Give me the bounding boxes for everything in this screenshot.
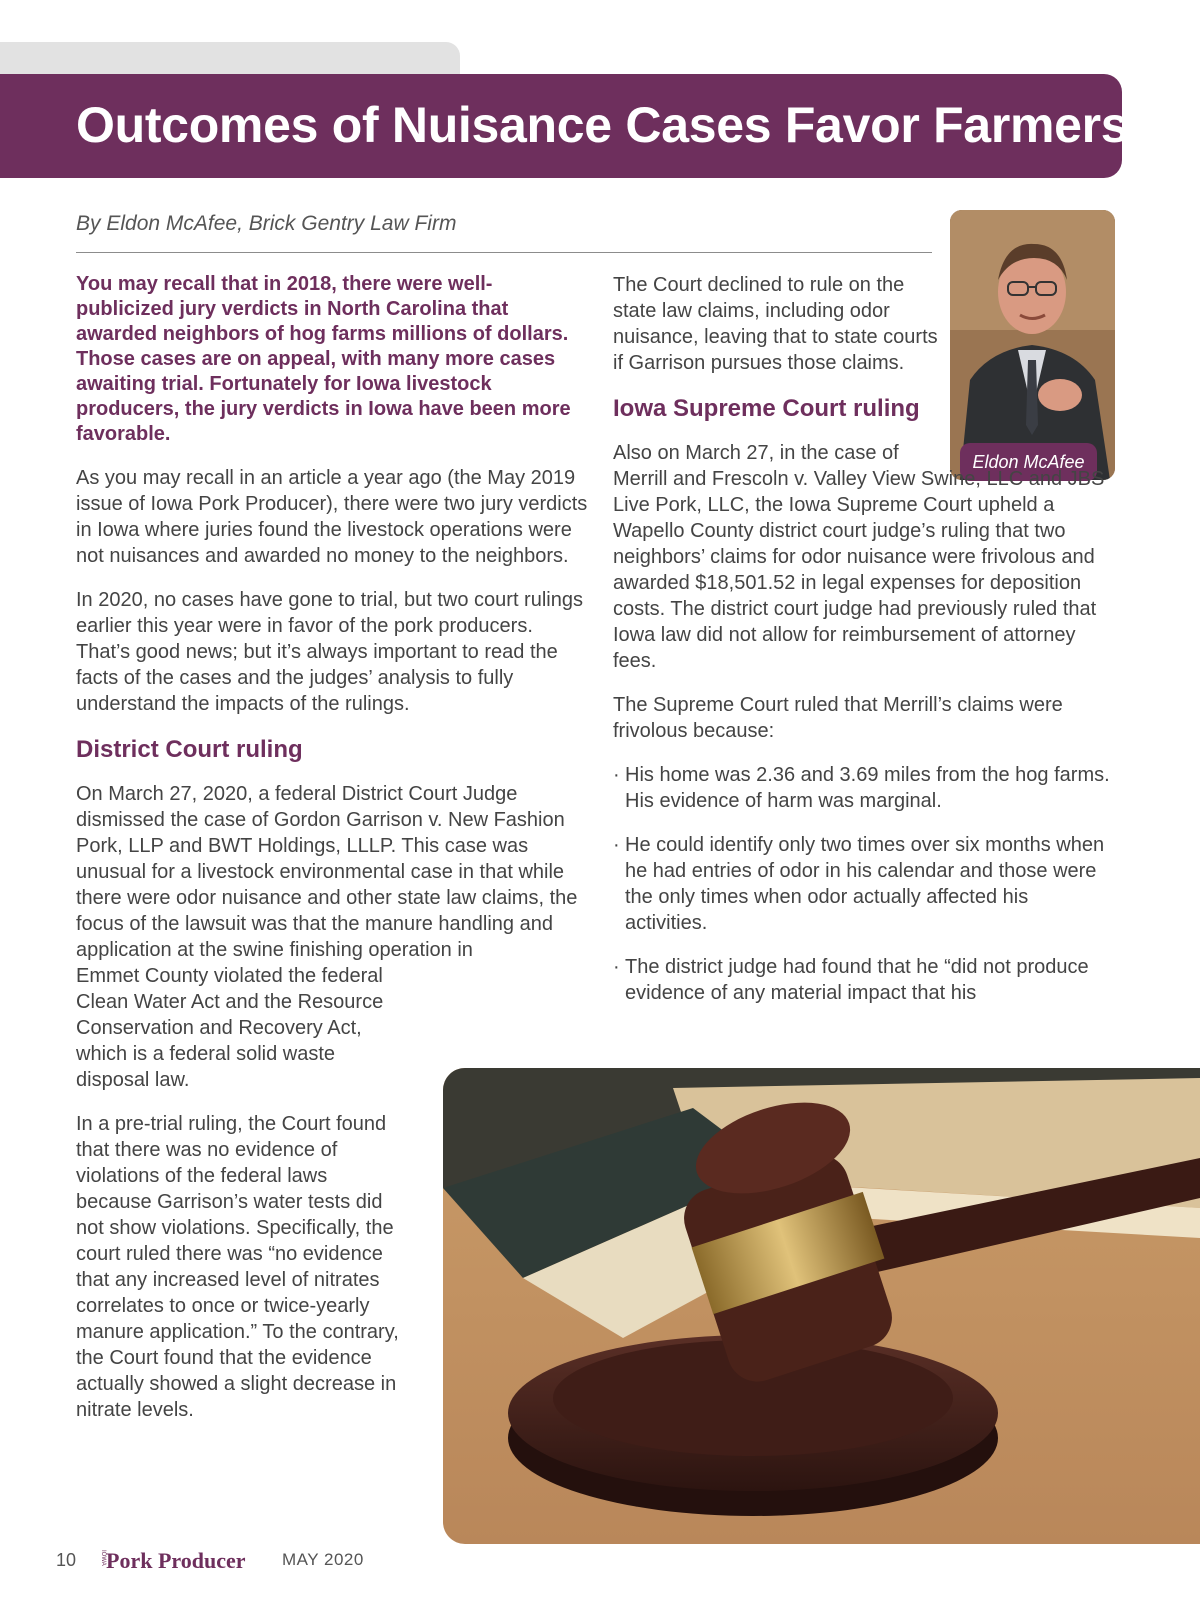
page-title: Outcomes of Nuisance Cases Favor Farmers — [76, 97, 1129, 153]
byline: By Eldon McAfee, Brick Gentry Law Firm — [76, 212, 457, 235]
gavel-photo — [443, 1068, 1200, 1544]
bullet-icon: · — [613, 956, 620, 978]
divider — [76, 252, 932, 253]
paragraph: On March 27, 2020, a federal District Court Judge dismissed the case of Gordon Garrison v. New Fashion Pork, LLP and BWT Holdings, LLLP. This case was unusual for a livestock environmental case in that while there were odor nuisance and other state law claims, the focus of the lawsuit was that the manure handling and application at the swine finishing operation in — [76, 783, 578, 961]
bullet-icon: · — [613, 834, 620, 856]
paragraph: Emmet County violated the federal Clean Water Act and the Resource Conservation and Recovery Act, which is a federal solid waste disposal law. — [76, 965, 384, 1091]
title-banner — [0, 74, 1129, 178]
gavel-image — [443, 1068, 1200, 1544]
list-item — [613, 954, 1113, 1006]
section-heading-district-court: District Court ruling — [76, 736, 303, 763]
page-footer — [0, 1548, 1200, 1578]
list-item — [613, 762, 1113, 814]
list-item-text: He could identify only two times over six months when he had entries of odor in his calendar and those were the only times when odor actually affected his activities. — [625, 834, 1105, 934]
paragraph: Merrill and Frescoln v. Valley View Swine, LLC and JBS Live Pork, LLC, the Iowa Supreme Court upheld a Wapello County district court judge’s ruling that two neighbors’ claims for odor nuisance were frivolous and awarded $18,501.52 in legal expenses for deposition costs. The district court judge had previously ruled that Iowa law did not allow for reimbursement of attorney fees. — [613, 468, 1105, 672]
paragraph: Also on March 27, in the case of — [613, 442, 899, 464]
author-photo-caption: Eldon McAfee — [960, 443, 1097, 481]
logo-prefix: IOWA — [100, 1550, 106, 1566]
paragraph: The Supreme Court ruled that Merrill’s claims were frivolous because: — [613, 694, 1063, 742]
issue-date: MAY 2020 — [282, 1550, 364, 1569]
bullet-icon: · — [613, 764, 620, 786]
list-item-text: The district judge had found that he “did not produce evidence of any material impact that his — [625, 956, 1089, 1004]
paragraph: The Court declined to rule on the state law claims, including odor nuisance, leaving that to state courts if Garrison pursues those claims. — [613, 274, 938, 374]
section-heading-supreme-court: Iowa Supreme Court ruling — [613, 395, 920, 422]
paragraph: As you may recall in an article a year ago (the May 2019 issue of Iowa Pork Producer), there were two jury verdicts in Iowa where juries found the livestock operations were not nuisances and awarded no money to the neighbors. — [76, 467, 588, 567]
publication-logo: Pork Producer — [106, 1548, 246, 1573]
list-item-text: His home was 2.36 and 3.69 miles from the hog farms. His evidence of harm was marginal. — [625, 764, 1110, 812]
list-item — [613, 832, 1113, 936]
page-number: 10 — [56, 1550, 77, 1570]
paragraph: In 2020, no cases have gone to trial, but two court rulings earlier this year were in favor of the pork producers. That’s good news; but it’s always important to read the facts of the cases and the judges’ analysis to fully understand the impacts of the rulings. — [76, 589, 583, 715]
right-column — [613, 272, 1113, 1024]
lead-paragraph: You may recall that in 2018, there were well-publicized jury verdicts in North Carolina that awarded neighbors of hog farms millions of dollars. Those cases are on appeal, with many more cases awaiting trial. Fortunately for Iowa livestock producers, the jury verdicts in Iowa have been more favorable. — [76, 273, 571, 445]
paragraph: In a pre-trial ruling, the Court found that there was no evidence of violations of the federal laws because Garrison’s water tests did not show violations. Specifically, the court ruled there was “no evidence that any increased level of nitrates correlates to once or twice-yearly manure application.” To the contrary, the Court found that the evidence actually showed a slight decrease in nitrate levels. — [76, 1113, 399, 1421]
